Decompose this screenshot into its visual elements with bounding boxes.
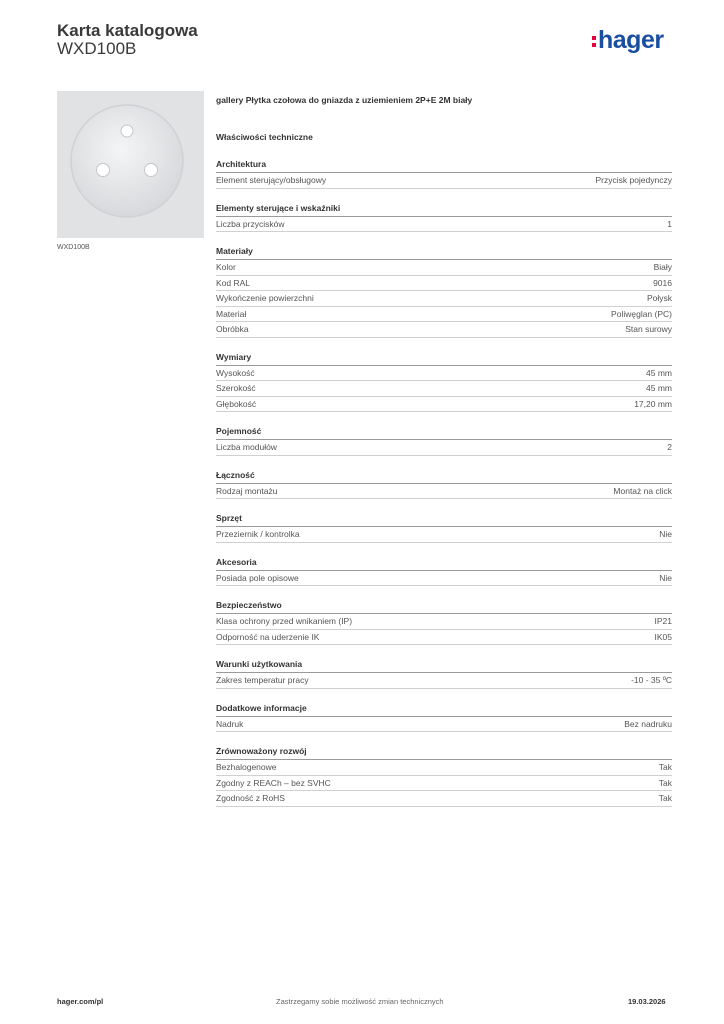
spec-row [216,571,672,587]
spec-label: Zgodny z REACh – bez SVHC [216,777,331,788]
section-title: Sprzęt [216,513,672,527]
spec-label: Odporność na uderzenie IK [216,631,320,642]
spec-row [216,673,672,689]
spec-label: Materiał [216,308,247,319]
spec-value: IK05 [654,631,672,642]
spec-content [216,95,672,807]
spec-label: Głębokość [216,398,257,409]
spec-value: 1 [667,218,672,229]
spec-row [216,291,672,307]
section-title: Pojemność [216,426,672,440]
spec-value: 2 [667,442,672,452]
spec-label: Nadruk [216,718,244,729]
spec-section [216,703,672,733]
section-title: Akcesoria [216,557,672,571]
logo-dots-icon [592,33,596,50]
spec-label: Rodzaj montażu [216,485,278,496]
spec-value: 9016 [653,277,672,288]
spec-value: Montaż na click [613,485,672,496]
section-title: Materiały [216,246,672,260]
spec-section [216,246,672,338]
footer-date: 19.03.2026 [628,997,666,1006]
spec-label: Bezhalogenowe [216,762,277,772]
footer-url[interactable]: hager.com/pl [57,997,104,1006]
page-title: Karta katalogowa [57,21,198,40]
spec-value: Biały [653,262,672,272]
spec-section [216,600,672,645]
spec-value: Przycisk pojedynczy [595,175,672,185]
spec-label: Obróbka [216,324,249,334]
spec-label: Wykończenie powierzchni [216,293,314,303]
spec-row [216,276,672,292]
spec-value: IP21 [654,616,672,626]
spec-row [216,760,672,776]
product-name: gallery Płytka czołowa do gniazda z uziemieniem 2P+E 2M biały [216,95,473,105]
spec-label: Kod RAL [216,277,251,288]
spec-label: Szerokość [216,383,256,393]
spec-row [216,307,672,323]
spec-row [216,630,672,646]
spec-section [216,426,672,456]
spec-label: Liczba modułów [216,442,277,452]
spec-row [216,440,672,456]
logo-text: hager [598,26,664,54]
spec-section [216,659,672,689]
section-title: Wymiary [216,352,672,366]
section-title: Dodatkowe informacje [216,703,672,717]
product-image-caption: WXD100B [57,244,90,251]
spec-section [216,352,672,413]
spec-value: 45 mm [646,367,672,378]
spec-value: Stan surowy [625,324,672,334]
technical-properties-heading: Właściwości techniczne [216,132,313,142]
spec-label: Liczba przycisków [216,218,285,229]
spec-label: Element sterujący/obsługowy [216,175,327,185]
spec-label: Kolor [216,262,236,272]
spec-value: -10 - 35 ºC [631,675,672,685]
spec-section [216,513,672,543]
product-code-header: WXD100B [57,39,137,58]
socket-outlet-icon [57,91,204,238]
spec-row [216,717,672,733]
section-title: Zrównoważony rozwój [216,746,672,760]
section-title: Łączność [216,470,672,484]
spec-row [216,776,672,792]
spec-section [216,203,672,233]
spec-row [216,791,672,807]
section-title: Bezpieczeństwo [216,600,672,614]
spec-row [216,173,672,189]
section-title: Warunki użytkowania [216,659,672,673]
spec-section [216,470,672,500]
spec-label: Zakres temperatur pracy [216,675,309,685]
spec-label: Wysokość [216,367,255,378]
spec-label: Przeziernik / kontrolka [216,529,300,539]
spec-value: Nie [659,529,672,539]
spec-value: 17,20 mm [634,398,672,409]
spec-row [216,527,672,543]
spec-value: Tak [658,762,672,772]
spec-row [216,484,672,500]
section-title: Elementy sterujące i wskaźniki [216,203,672,217]
spec-value: Tak [658,793,672,803]
spec-value: Połysk [646,293,672,303]
section-title: Architektura [216,159,672,173]
spec-value: Bez nadruku [624,718,672,729]
spec-row [216,397,672,413]
spec-section [216,159,672,189]
spec-label: Posiada pole opisowe [216,572,299,583]
spec-section [216,557,672,587]
spec-row [216,322,672,338]
spec-row [216,260,672,276]
spec-section [216,746,672,807]
spec-value: Nie [659,572,672,583]
hager-logo[interactable] [592,26,664,55]
product-image [57,91,204,238]
spec-value: 45 mm [646,383,672,393]
spec-row [216,366,672,382]
spec-row [216,381,672,397]
spec-value: Poliwęglan (PC) [611,308,672,319]
footer-note: Zastrzegamy sobie możliwość zmian technicznych [276,997,444,1006]
spec-row [216,217,672,233]
spec-row [216,614,672,630]
spec-sections [216,159,672,807]
spec-label: Zgodność z RoHS [216,793,285,803]
spec-label: Klasa ochrony przed wnikaniem (IP) [216,616,353,626]
spec-value: Tak [658,777,672,788]
